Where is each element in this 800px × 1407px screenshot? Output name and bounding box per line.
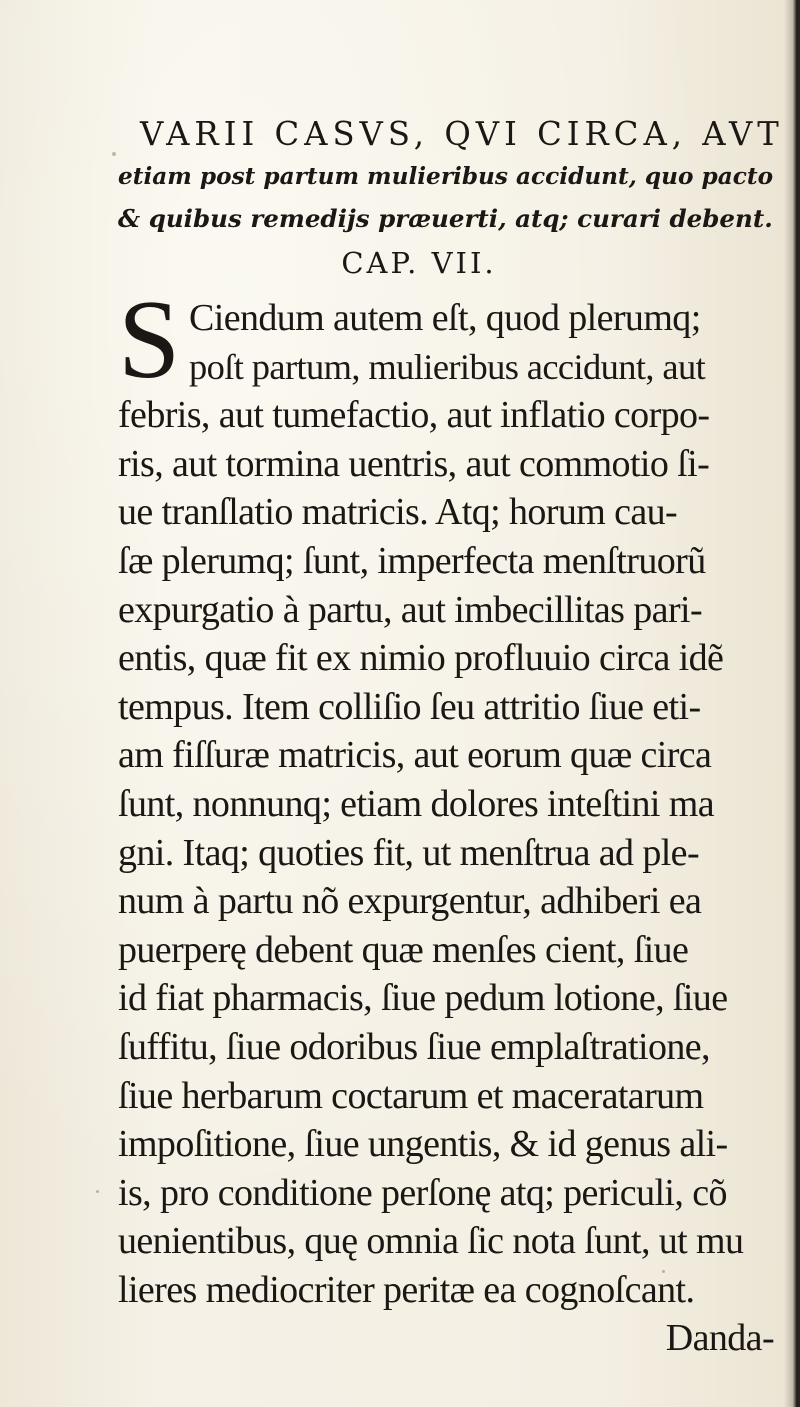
chapter-number: CAP. VII. <box>341 246 497 280</box>
text-block <box>118 112 784 1363</box>
text-line: gni. Itaq; quoties fit, ut menſtrua ad ple- <box>118 831 699 874</box>
text-line: impoſitione, ſiue ungentis, & id genus ali- <box>118 1123 728 1166</box>
subtitle-line: & quibus remedijs præuerti, atq; curari debent. <box>118 204 773 233</box>
text-line: ſæ plerumq; ſunt, imperfecta menſtruorũ <box>118 539 706 582</box>
text-line: febris, aut tumefactio, aut inflatio corpo- <box>118 394 710 437</box>
text-line: id fiat pharmacis, ſiue pedum lotione, ſiue <box>118 977 728 1020</box>
text-line: entis, quæ fit ex nimio profluuio circa idẽ <box>118 637 724 680</box>
text-line: poſt partum, mulieribus accidunt, aut <box>189 346 706 387</box>
text-line: ris, aut tormina uentris, aut commotio ſi- <box>118 442 710 485</box>
text-line: ſunt, nonnunq; etiam dolores inteſtini ma <box>118 782 714 825</box>
paper-speck <box>112 152 116 156</box>
text-line: is, pro conditione perſonę atq; periculi, cõ <box>118 1171 727 1214</box>
text-line: expurgatio à partu, aut imbecillitas pari- <box>118 588 703 631</box>
text-line: tempus. Item colliſio ſeu attritio ſiue eti- <box>118 685 701 728</box>
text-line: uenientibus, quę omnia ſic nota ſunt, ut mu <box>118 1220 744 1263</box>
text-line: ſiue herbarum coctarum et maceratarum <box>118 1074 704 1117</box>
text-line: Ciendum autem eſt, quod plerumq; <box>189 297 701 339</box>
text-line: ſuffitu, ſiue odoribus ſiue emplaſtratione, <box>118 1025 710 1068</box>
text-line: am fiſſuræ matricis, aut eorum quæ circa <box>118 734 712 777</box>
drop-capital: S <box>118 278 180 402</box>
text-line: lieres mediocriter peritæ ea cognoſcant. <box>118 1268 695 1311</box>
text-line: puerperę debent quæ menſes cient, ſiue <box>118 928 689 971</box>
text-line: num à partu nõ expurgentur, adhiberi ea <box>118 880 702 923</box>
catchword: Danda- <box>665 1317 774 1360</box>
section-heading: VARII CASVS, QVI CIRCA, AVT <box>140 115 784 153</box>
binding-gutter <box>784 0 800 1407</box>
paper-speck <box>96 1190 99 1193</box>
subtitle-line: etiam post partum mulieribus accidunt, quo pacto <box>118 163 774 190</box>
text-line: ue tranſlatio matricis. Atq; horum cau- <box>118 491 678 534</box>
body-text <box>118 278 780 1363</box>
